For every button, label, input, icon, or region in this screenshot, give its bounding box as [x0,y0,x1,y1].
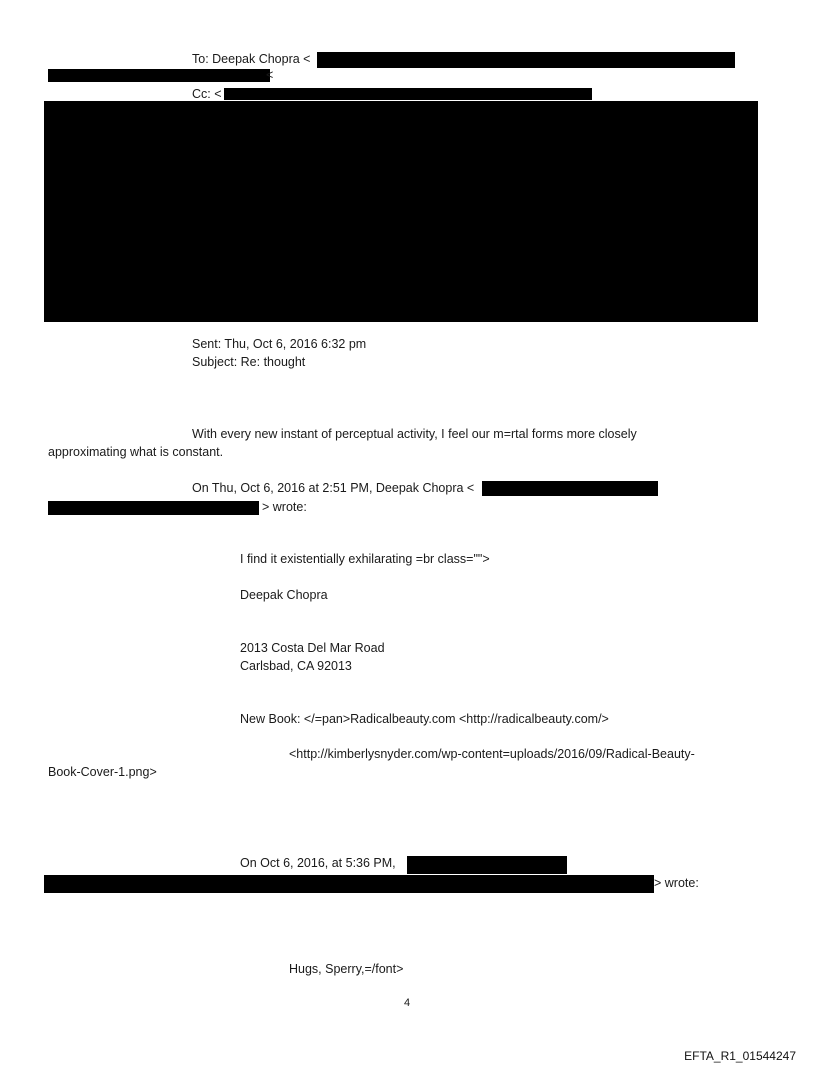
quote2-wrote: > wrote: [654,876,699,890]
closing-line: Hugs, Sperry,=/font> [289,962,404,976]
redaction-bar [317,52,735,68]
body-line-1: With every new instant of perceptual activity, I feel our m=rtal forms more closely [192,427,637,441]
page-number: 4 [404,997,411,1009]
quote1-attribution: On Thu, Oct 6, 2016 at 2:51 PM, Deepak Chopra < [192,481,475,495]
redaction-bar [224,88,592,100]
quote1-text: I find it existentially exhilarating =br class=""> [240,552,490,566]
redaction-bar [48,69,270,82]
cc-line: Cc: < [192,87,222,101]
redaction-bar [48,501,259,515]
subject-line: Subject: Re: thought [192,355,306,369]
redaction-bar [482,481,658,496]
quote2-attribution: On Oct 6, 2016, at 5:36 PM, [240,856,396,870]
address-line-1: 2013 Costa Del Mar Road [240,641,385,655]
to-line-close: < [266,68,274,82]
bates-number: EFTA_R1_01544247 [684,1049,796,1063]
to-line: To: Deepak Chopra < [192,52,311,66]
image-url-line-2: Book-Cover-1.png> [48,765,157,779]
new-book-line: New Book: </=pan>Radicalbeauty.com <http://radicalbeauty.com/> [240,712,609,726]
redaction-bar [407,856,567,874]
redaction-block-large [44,101,758,322]
sent-line: Sent: Thu, Oct 6, 2016 6:32 pm [192,337,367,351]
signature-name: Deepak Chopra [240,588,328,602]
quote1-wrote: > wrote: [262,500,307,514]
address-line-2: Carlsbad, CA 92013 [240,659,352,673]
image-url-line-1: <http://kimberlysnyder.com/wp-content=uploads/2016/09/Radical-Beauty- [289,747,695,761]
redaction-bar [44,875,654,893]
body-line-2: approximating what is constant. [48,445,224,459]
